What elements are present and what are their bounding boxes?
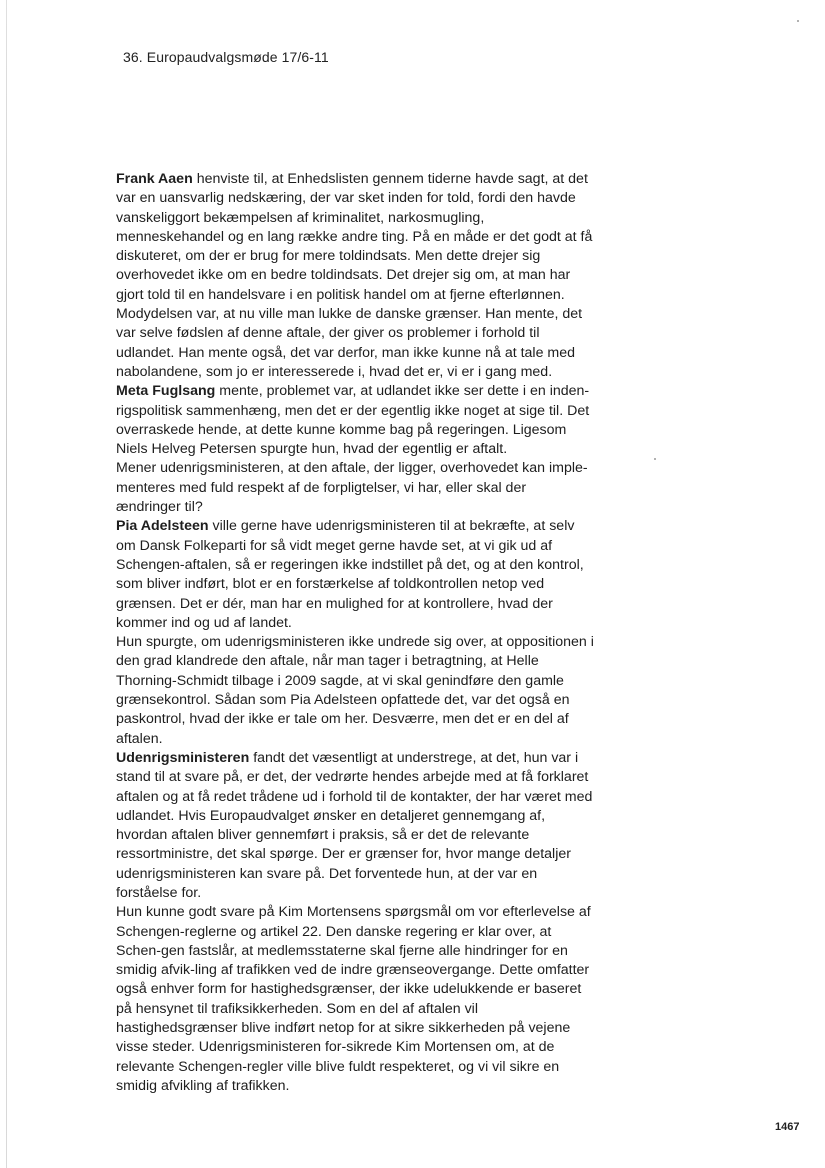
paragraph-text: Mener udenrigsministeren, at den aftale, der ligger, overhovedet kan imple-menteres med fuld respekt af de forpligtelser, vi har, eller skal der ændringer til?	[116, 460, 588, 516]
paragraph-text: Hun spurgte, om udenrigsministeren ikke undrede sig over, at oppositionen i den grad klandrede den aftale, når man tager i betragtning, at Helle Thorning-Schmidt tilbage i 2009 sagde, at vi skal genindføre den gamle grænsekontrol. Sådan som Pia Adelsteen opfattede det, var det også en paskontrol, hvad der ikke er tale om her. Desværre, men det er en del af aftalen.	[116, 634, 594, 747]
document-body	[116, 170, 594, 1096]
paragraph-text: henviste til, at Enhedslisten gennem tiderne havde sagt, at det var en uansvarlig nedskæring, der var sket inden for told, fordi den havde vanskeliggort bekæmpelsen af kriminalitet, narkosmugling, menneskehandel og en lang række andre ting. På en måde er det godt at få diskuteret, om der er brug for mere toldindsats. Men dette drejer sig overhovedet ikke om en bedre toldindsats. Det drejer sig om, at man har gjort told til en handelsvare i en politisk handel om at fjerne efterlønnen. Modydelsen var, at nu ville man lukke de danske grænser. Han mente, det var selve fødslen af denne aftale, der giver os problemer i forhold til udlandet. Han mente også, det var derfor, man ikke kunne nå at tale med nabolandene, som jo er interesserede i, hvad det er, vi er i gang med.	[116, 171, 593, 380]
paragraph-text: mente, problemet var, at udlandet ikke ser dette i en inden-rigspolitisk sammenhæng, men det er der egentlig ikke noget at sige til. Det overraskede hende, at dette kunne komme bag på regeringen. Ligesom Niels Helveg Petersen spurgte hun, hvad der egentlig er aftalt.	[116, 383, 590, 458]
scan-speck	[654, 458, 656, 460]
paragraph-pia-adelsteen-question	[116, 633, 594, 749]
paragraph-text: fandt det væsentligt at understrege, at det, hun var i stand til at svare på, er det, der vedrørte hendes arbejde med at få forklaret aftalen og at få redet trådene ud i forhold til de kontakter, der har været med udlandet. Hvis Europaudvalget ønsker en detaljeret gennemgang af, hvordan aftalen bliver gennemført i praksis, så er det de relevante ressortministre, det skal spørge. Der er grænser for, hvor mange detaljer udenrigsministeren kan svare på. Det forventede hun, at der var en forståelse for.	[116, 749, 593, 901]
paragraph-meta-fuglsang	[116, 382, 594, 459]
speaker-name: Meta Fuglsang	[116, 383, 216, 400]
scan-edge	[6, 0, 7, 1168]
paragraph-text: ville gerne have udenrigsministeren til at bekræfte, at selv om Dansk Folkeparti for så vidt meget gerne havde set, at vi gik ud af Schengen-aftalen, så er regeringen ikke indstillet på det, og at den kontrol, som bliver indført, blot er en forstærkelse af toldkontrollen netop ved grænsen. Det er dér, man har en mulighed for at kontrollere, hvad der kommer ind og ud af landet.	[116, 518, 584, 631]
paragraph-frank-aaen	[116, 170, 594, 382]
speaker-name: Frank Aaen	[116, 171, 193, 187]
speaker-name: Udenrigsministeren	[116, 749, 250, 766]
paragraph-udenrigsministeren	[116, 749, 594, 903]
paragraph-udenrigsministeren-schengen	[116, 903, 594, 1096]
scan-speck	[797, 20, 799, 22]
paragraph-meta-fuglsang-question	[116, 459, 594, 517]
paragraph-pia-adelsteen	[116, 517, 594, 633]
paragraph-text: Hun kunne godt svare på Kim Mortensens spørgsmål om vor efterlevelse af Schengen-reglerne og artikel 22. Den danske regering er klar over, at Schen-gen fastslår, at medlemsstaterne skal fjerne alle hindringer for en smidig afvik-ling af trafikken ved de indre grænseovergange. Dette omfatter også enhver form for hastighedsgrænser, der ikke udelukkende er baseret på hensynet til trafiksikkerheden. Som en del af aftalen vil hastighedsgrænser blive indført netop for at sikre sikkerheden på vejene visse steder. Udenrigsministeren for-sikrede Kim Mortensen om, at de relevante Schengen-regler ville blive fuldt respekteret, og vi vil sikre en smidig afvikling af trafikken.	[116, 904, 591, 1094]
speaker-name: Pia Adelsteen	[116, 518, 209, 535]
page-header: 36. Europaudvalgsmøde 17/6-11	[123, 49, 329, 65]
page-number: 1467	[775, 1121, 800, 1133]
